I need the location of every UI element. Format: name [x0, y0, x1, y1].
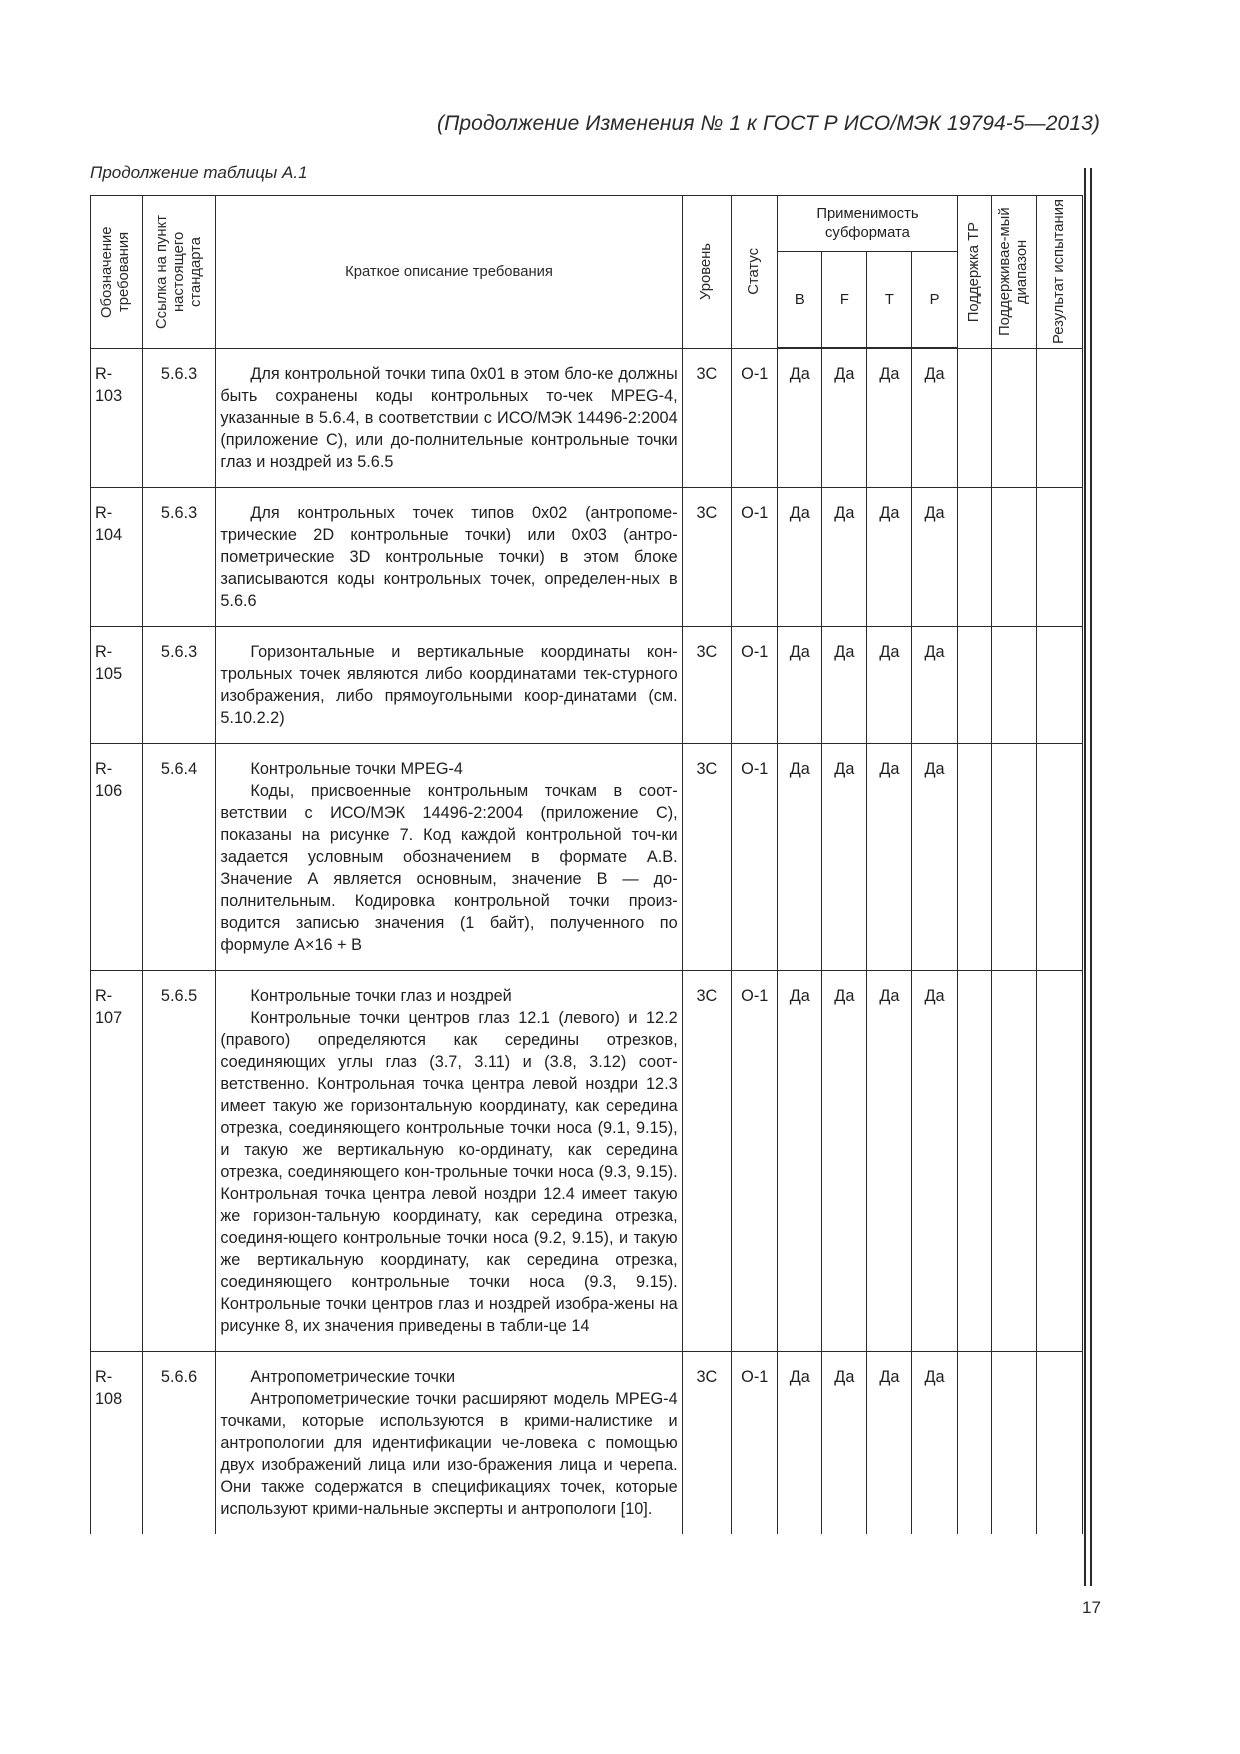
subformat-t-value: Да [867, 348, 912, 487]
col-test-result-header: Результат испытания [1036, 196, 1082, 349]
page-number: 17 [1082, 1598, 1101, 1617]
subformat-f-value: Да [822, 348, 867, 487]
test-result-cell [1036, 487, 1082, 626]
subformat-f-value: Да [822, 743, 867, 970]
col-sub-f-header: F [822, 252, 867, 349]
right-margin-bar [1084, 168, 1092, 1586]
requirement-code: R-103 [91, 348, 143, 487]
subformat-b-value: Да [778, 487, 822, 626]
description-paragraph: Контрольные точки глаз и ноздрей [250, 986, 512, 1005]
subformat-p-value: Да [912, 487, 957, 626]
requirement-code: R-106 [91, 743, 143, 970]
table-row [91, 743, 1083, 970]
section-reference: 5.6.5 [142, 970, 216, 1351]
requirement-description [216, 743, 682, 970]
table-row [91, 1351, 1083, 1534]
col-sub-b-header: B [778, 252, 822, 349]
supported-range-cell [991, 348, 1036, 487]
subformat-t-value: Да [867, 743, 912, 970]
requirement-code: R-108 [91, 1351, 143, 1534]
table-row [91, 348, 1083, 487]
requirement-description [216, 487, 682, 626]
supported-range-cell [991, 743, 1036, 970]
col-description-header: Краткое описание требования [216, 196, 682, 349]
subformat-p-value: Да [912, 348, 957, 487]
description-paragraph: Горизонтальные и вертикальные координаты кон-трольных точек являются либо координатами тек-стурного изображения, либо прямоугольными коор-динатами (см. 5.10.2.2) [220, 642, 678, 727]
table-row [91, 487, 1083, 626]
col-status-header: Статус [732, 196, 778, 349]
subformat-t-value: Да [867, 970, 912, 1351]
table-body [91, 348, 1083, 1534]
col-tr-support-header: Поддержка ТР [957, 196, 991, 349]
subformat-t-value: Да [867, 626, 912, 743]
tr-support-cell [957, 348, 991, 487]
description-paragraph: Контрольные точки MPEG-4 [250, 759, 463, 778]
col-designation-header: Обозначение требования [91, 196, 143, 349]
subformat-f-value: Да [822, 970, 867, 1351]
test-result-cell [1036, 743, 1082, 970]
description-paragraph: Контрольные точки центров глаз 12.1 (левого) и 12.2 (правого) определяются как середины отрезков, соединяющих углы глаз (3.7, 3.11) и (3.8, 3.12) соот-ветственно. Контрольная точка центра левой ноздри 12.3 имеет такую же горизонтальную координату, как середина отрезка, соединяющего контрольные точки носа (9.1, 9.15), и такую же вертикальную ко-ординату, как середина отрезка, соединяющего кон-трольные точки носа (9.3, 9.15). Контрольная точка центра левой ноздри 12.4 имеет такую же горизон-тальную координату, как середина отрезка, соединя-ющего контрольные точки носа (9.2, 9.15), и такую же вертикальную координату, как середина отрезка, соединяющего контрольные точки носа (9.3, 9.15). Контрольные точки центров глаз и ноздрей изобра-жены на рисунке 8, их значения приведены в табли-це 14 [220, 1008, 678, 1335]
supported-range-cell [991, 970, 1036, 1351]
test-result-cell [1036, 626, 1082, 743]
requirements-table [90, 195, 1083, 1534]
subformat-p-value: Да [912, 743, 957, 970]
level-value: 3C [682, 970, 731, 1351]
requirement-description [216, 348, 682, 487]
section-reference: 5.6.3 [142, 348, 216, 487]
test-result-cell [1036, 348, 1082, 487]
subformat-p-value: Да [912, 626, 957, 743]
tr-support-cell [957, 626, 991, 743]
col-level-header: Уровень [682, 196, 731, 349]
col-reference-header: Ссылка на пункт настоящего стандарта [142, 196, 216, 349]
requirement-description [216, 970, 682, 1351]
col-supported-range-header: Поддерживае-мый диапазон [991, 196, 1036, 349]
page-header: (Продолжение Изменения № 1 к ГОСТ Р ИСО/МЭК 19794-5—2013) [436, 112, 1100, 135]
tr-support-cell [957, 970, 991, 1351]
requirement-code: R-104 [91, 487, 143, 626]
level-value: 3C [682, 626, 731, 743]
subformat-b-value: Да [778, 626, 822, 743]
description-paragraph: Антропометрические точки расширяют модель MPEG-4 точками, которые используются в крими-налистике и антропологии для идентификации че-ловека с помощью двух изображений лица или изо-бражения лица и черепа. Они также содержатся в спецификациях точек, которые используют крими-нальные эксперты и антропологи [10]. [220, 1389, 678, 1518]
section-reference: 5.6.4 [142, 743, 216, 970]
subformat-t-value: Да [867, 1351, 912, 1534]
level-value: 3C [682, 743, 731, 970]
subformat-t-value: Да [867, 487, 912, 626]
subformat-f-value: Да [822, 1351, 867, 1534]
status-value: О-1 [732, 970, 778, 1351]
subformat-b-value: Да [778, 743, 822, 970]
test-result-cell [1036, 970, 1082, 1351]
subformat-p-value: Да [912, 970, 957, 1351]
col-applicability-header: Применимость субформата [778, 196, 957, 252]
supported-range-cell [991, 626, 1036, 743]
level-value: 3C [682, 348, 731, 487]
requirement-description [216, 1351, 682, 1534]
section-reference: 5.6.3 [142, 626, 216, 743]
requirement-code: R-107 [91, 970, 143, 1351]
test-result-cell [1036, 1351, 1082, 1534]
requirement-description [216, 626, 682, 743]
section-reference: 5.6.3 [142, 487, 216, 626]
description-paragraph: Антропометрические точки [250, 1367, 456, 1386]
status-value: О-1 [732, 743, 778, 970]
section-reference: 5.6.6 [142, 1351, 216, 1534]
description-paragraph: Для контрольной точки типа 0x01 в этом бло-ке должны быть сохранены коды контрольных то-чек MPEG-4, указанные в 5.6.4, в соответствии с ИСО/МЭК 14496-2:2004 (приложение С), или до-полнительные контрольные точки глаз и ноздрей из 5.6.5 [220, 364, 678, 471]
status-value: О-1 [732, 348, 778, 487]
description-paragraph: Коды, присвоенные контрольным точкам в соот-ветствии с ИСО/МЭК 14496-2:2004 (приложение С), показаны на рисунке 7. Код каждой контрольной точ-ки задается условным обозначением в формате А.В. Значение А является основным, значение В — до-полнительным. Кодировка контрольной точки произ-водится записью значения (1 байт), полученного по формуле А×16 + В [220, 781, 678, 954]
status-value: О-1 [732, 1351, 778, 1534]
table-caption: Продолжение таблицы А.1 [90, 163, 308, 182]
table-row [91, 626, 1083, 743]
subformat-p-value: Да [912, 1351, 957, 1534]
subformat-b-value: Да [778, 348, 822, 487]
table-row [91, 970, 1083, 1351]
subformat-b-value: Да [778, 970, 822, 1351]
subformat-f-value: Да [822, 626, 867, 743]
requirement-code: R-105 [91, 626, 143, 743]
subformat-b-value: Да [778, 1351, 822, 1534]
supported-range-cell [991, 1351, 1036, 1534]
tr-support-cell [957, 487, 991, 626]
status-value: О-1 [732, 487, 778, 626]
tr-support-cell [957, 743, 991, 970]
supported-range-cell [991, 487, 1036, 626]
description-paragraph: Для контрольных точек типов 0x02 (антропоме-трические 2D контрольные точки) или 0x03 (антро-пометрические 3D контрольные точки) в этом блоке записываются коды контрольных точек, определен-ных в 5.6.6 [220, 503, 678, 610]
level-value: 3C [682, 1351, 731, 1534]
tr-support-cell [957, 1351, 991, 1534]
level-value: 3C [682, 487, 731, 626]
col-sub-p-header: P [912, 252, 957, 349]
status-value: О-1 [732, 626, 778, 743]
subformat-f-value: Да [822, 487, 867, 626]
col-sub-t-header: T [867, 252, 912, 349]
